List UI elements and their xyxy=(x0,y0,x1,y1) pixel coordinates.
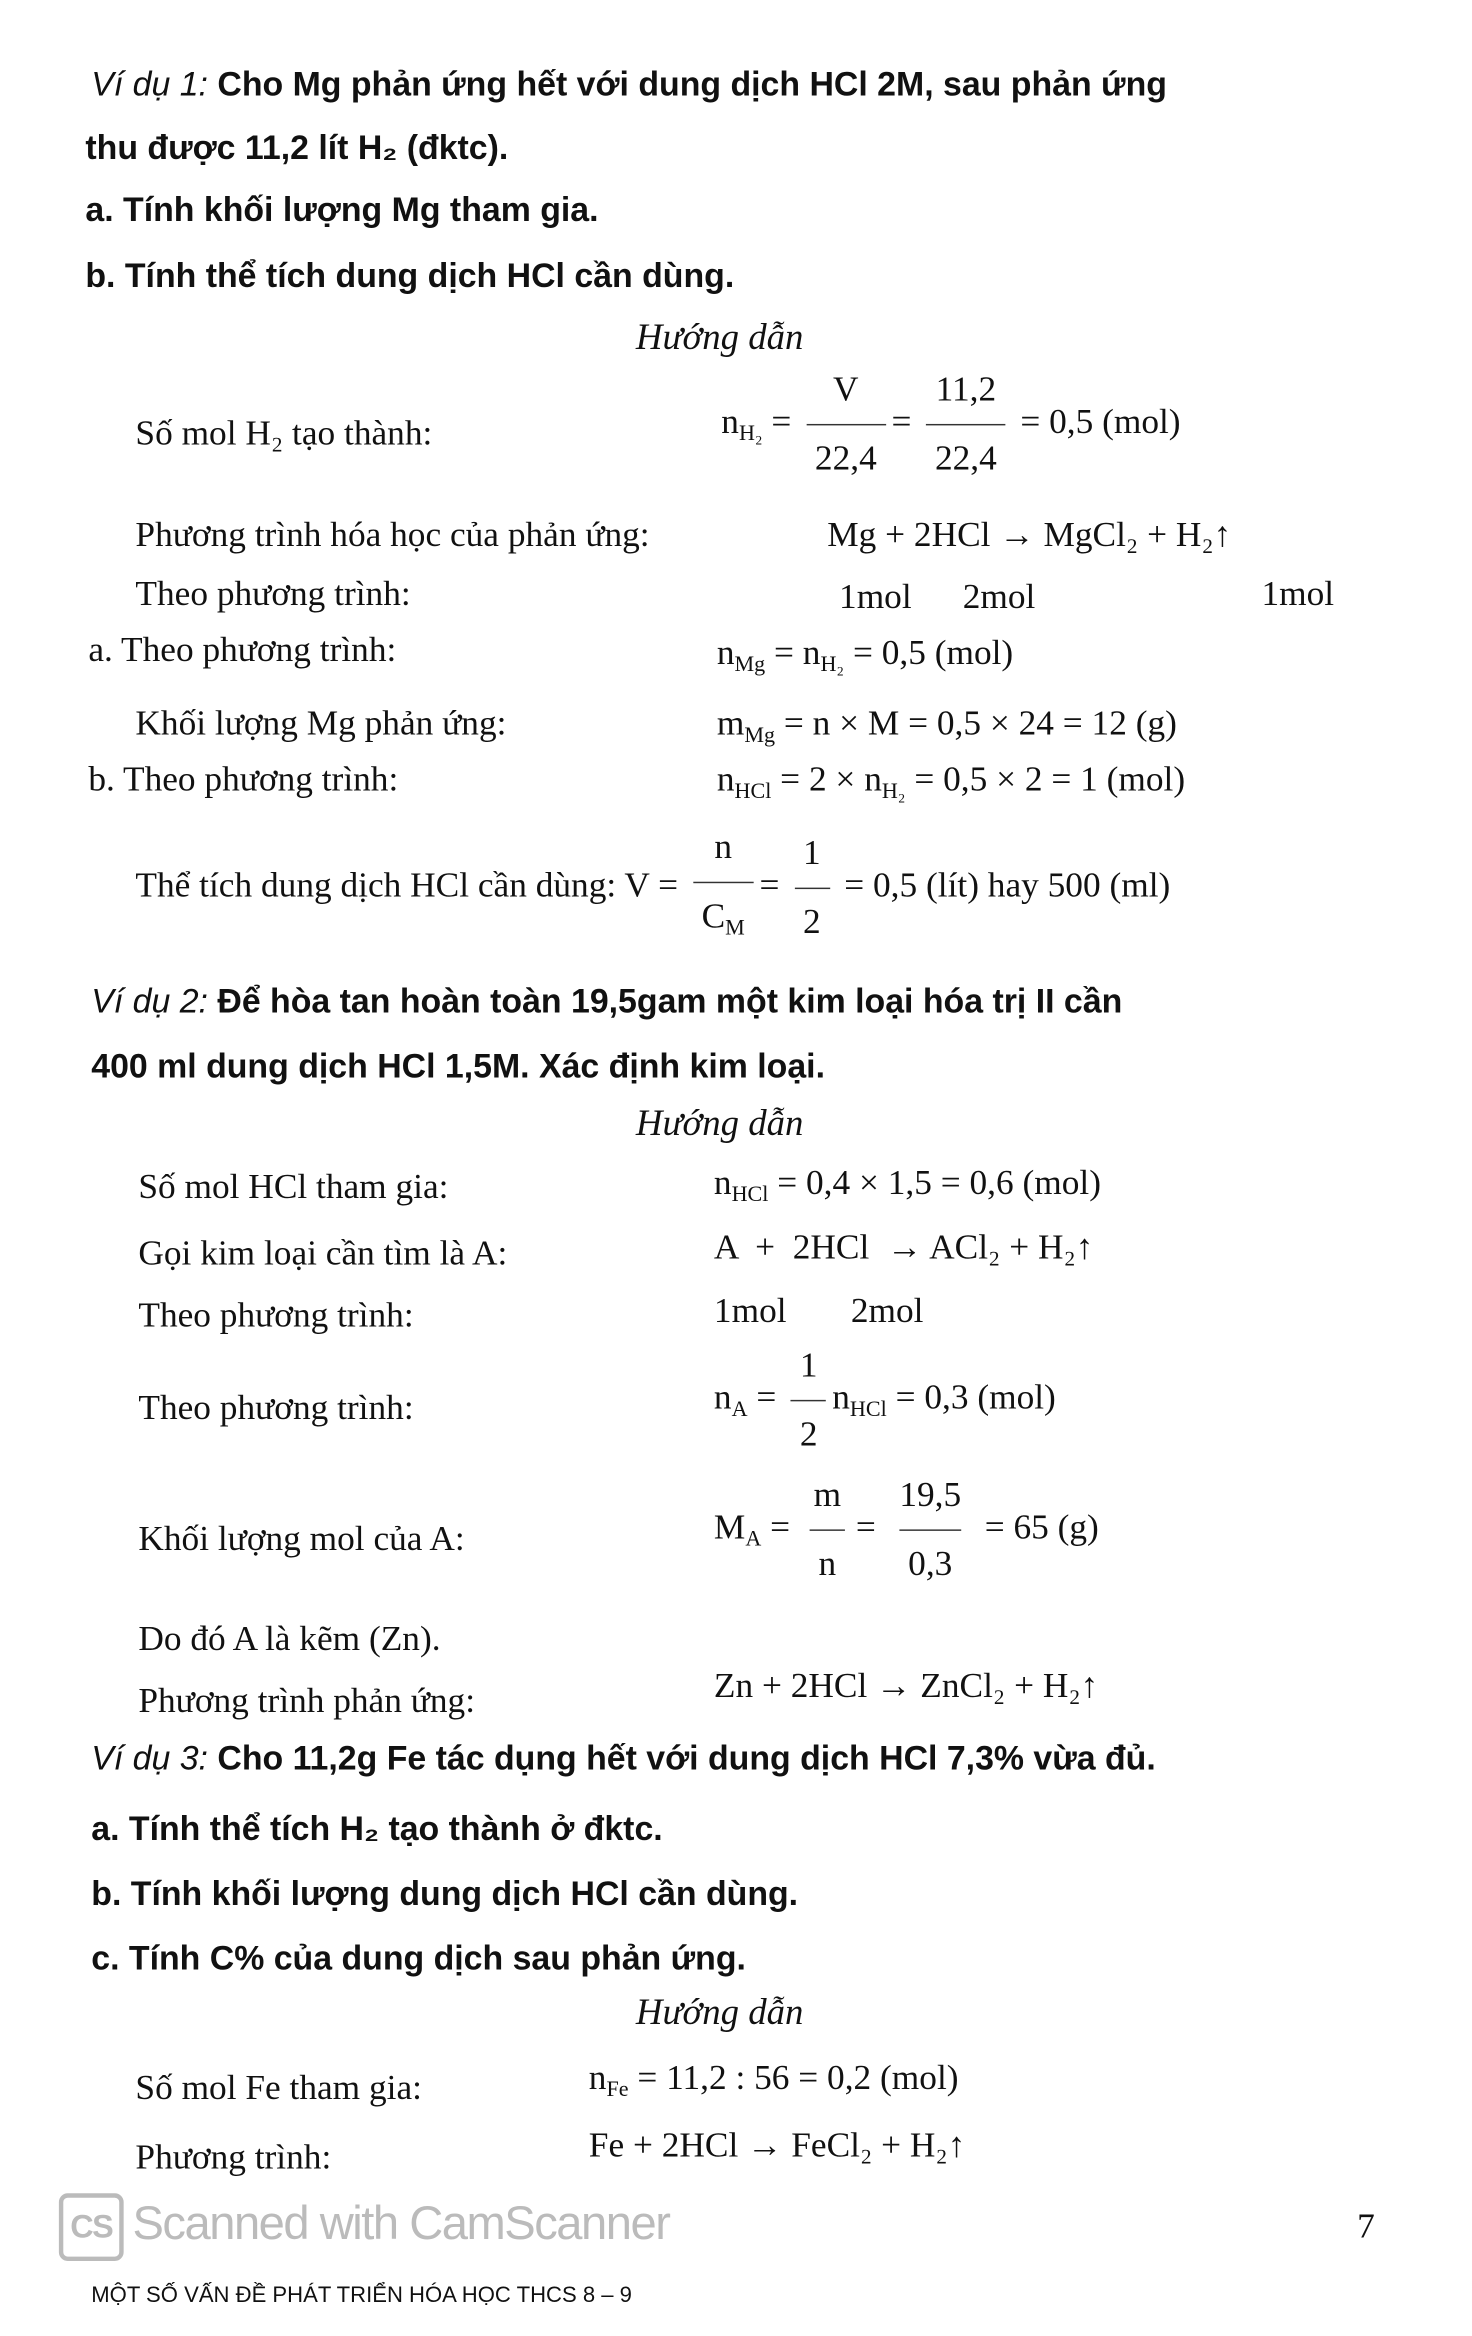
text: Scanned with CamScanner xyxy=(132,2196,670,2250)
sol1-formula-4 xyxy=(716,633,1014,678)
camscanner-watermark xyxy=(59,2190,670,2260)
sol2-label-2: Gọi kim loại cần tìm là A: xyxy=(138,1235,508,1274)
text: = n xyxy=(765,634,821,673)
mol-1: 1mol xyxy=(713,1292,787,1331)
book-title-footer: MỘT SỐ VẤN ĐỀ PHÁT TRIỂN HÓA HỌC THCS 8 – 9 xyxy=(91,2283,632,2309)
text: n xyxy=(716,761,735,800)
fraction xyxy=(805,1476,850,1583)
sol3-label-1: Số mol Fe tham gia: xyxy=(135,2069,422,2108)
example-1-line-2: thu được 11,2 lít H₂ (đktc). xyxy=(85,128,509,167)
sol1-formula-7: Thể tích dung dịch HCl cần dùng: V = $\frac{n}{C_M}$ = $\frac{1}{2}$ = 0,5 (lít) hay 500 (ml) xyxy=(135,829,1170,948)
sol2-label-5: Khối lượng mol của A: xyxy=(138,1520,465,1559)
text: 1 xyxy=(799,1346,818,1386)
mol-2: 2mol xyxy=(962,578,1036,617)
example-2-line-1 xyxy=(91,980,1122,1021)
text: m xyxy=(716,705,745,744)
example-3-question-a: a. Tính thể tích H₂ tạo thành ở đktc. xyxy=(91,1809,663,1848)
text: n xyxy=(713,1379,732,1418)
text: n xyxy=(714,828,733,868)
sol3-formula-1 xyxy=(588,2058,959,2103)
sol2-formula-1 xyxy=(713,1163,1101,1208)
example-label: Ví dụ 3: xyxy=(91,1738,208,1777)
page-number: 7 xyxy=(1357,2208,1375,2247)
guide-heading: Hướng dẫn xyxy=(635,317,804,358)
text: Mg xyxy=(734,653,766,678)
text: HCl xyxy=(731,1183,769,1208)
text: = 0,5 (mol) xyxy=(844,634,1014,673)
sol2-label-4: Theo phương trình: xyxy=(138,1389,414,1428)
example-3-line-1 xyxy=(91,1737,1156,1778)
fraction xyxy=(693,829,754,948)
example-label: Ví dụ 1: xyxy=(91,64,208,104)
sol1-label-3: Theo phương trình: xyxy=(135,575,411,614)
sol1-label-5: Khối lượng Mg phản ứng: xyxy=(135,705,507,744)
example-1-line-1 xyxy=(91,63,1167,104)
mol-3: 1mol xyxy=(1261,575,1335,614)
mol-2: 2mol xyxy=(850,1292,924,1331)
text: M xyxy=(713,1508,746,1548)
text: A xyxy=(731,1398,748,1422)
text: 1 xyxy=(803,834,821,873)
text: = 0,5 (mol) xyxy=(1020,403,1181,442)
text: Cho 11,2g Fe tác dụng hết với dung dịch HCl 7,3% vừa đủ. xyxy=(207,1738,1156,1777)
text: Mg xyxy=(744,724,776,748)
fraction xyxy=(890,1476,969,1583)
text: = n × M = 0,5 × 24 = 12 (g) xyxy=(775,705,1177,744)
text: M xyxy=(725,917,745,941)
text: = 0,3 (mol) xyxy=(886,1379,1056,1418)
guide-heading: Hướng dẫn xyxy=(635,1104,804,1144)
text: 22,4 xyxy=(926,424,1005,478)
sol1-label-4: a. Theo phương trình: xyxy=(88,631,397,670)
sol1-formula-1: $n_{H_2}$ = $\frac{V}{22,4}$ = $\frac{11,2}{22,4}$ = 0,5 (mol) xyxy=(721,370,1181,479)
sol3-label-2: Phương trình: xyxy=(135,2138,332,2178)
text: = 11,2 : 56 = 0,2 (mol) xyxy=(628,2059,959,2098)
text: n xyxy=(588,2059,607,2098)
example-label: Ví dụ 2: xyxy=(91,981,208,1021)
text: n xyxy=(721,403,739,442)
text: n xyxy=(810,1529,845,1583)
example-3-question-c: c. Tính C% của dung dịch sau phản ứng. xyxy=(91,1938,746,1977)
reaction-1: Mg + 2HCl → MgCl₂ + H₂↑ xyxy=(827,516,1232,555)
text: C xyxy=(701,897,726,937)
text: 2 xyxy=(791,1400,826,1454)
sol2-label-3: Theo phương trình: xyxy=(138,1296,414,1336)
fraction xyxy=(806,371,885,478)
sol2-label-6: Do đó A là kẽm (Zn). xyxy=(138,1620,441,1659)
text: HCl xyxy=(849,1398,887,1422)
camscanner-logo-icon: CS xyxy=(59,2193,124,2261)
sol1-formula-6 xyxy=(716,760,1186,804)
text: 11,2 xyxy=(935,370,997,410)
text: A xyxy=(745,1527,762,1552)
fraction xyxy=(926,371,1005,478)
sol2-label-7: Phương trình phản ứng: xyxy=(138,1682,476,1721)
text: HCl xyxy=(734,780,772,804)
sol1-label-2: Phương trình hóa học của phản ứng: xyxy=(135,516,650,555)
text: 19,5 xyxy=(899,1476,962,1515)
fraction xyxy=(794,835,829,942)
text: = 2 × n xyxy=(771,761,882,800)
text: n xyxy=(716,634,735,673)
text: 2 xyxy=(794,888,829,942)
sol2-label-1: Số mol HCl tham gia: xyxy=(138,1168,449,1208)
sol1-formula-5 xyxy=(716,704,1177,748)
reaction-4: Fe + 2HCl → FeCl₂ + H₂↑ xyxy=(588,2127,966,2166)
fraction xyxy=(791,1347,826,1454)
example-2-line-2: 400 ml dung dịch HCl 1,5M. Xác định kim loại. xyxy=(91,1046,825,1085)
text xyxy=(693,882,754,948)
text: = xyxy=(747,1379,777,1418)
text: m xyxy=(813,1476,842,1515)
example-1-question-b: b. Tính thể tích dung dịch HCl cần dùng. xyxy=(85,256,735,295)
text: H₂ xyxy=(738,422,763,447)
text: Cho Mg phản ứng hết với dung dịch HCl 2M, sau phản ứng xyxy=(207,64,1167,104)
text: 22,4 xyxy=(806,424,885,478)
text: H₂ xyxy=(881,780,906,804)
text: = 0,5 (lít) hay 500 (ml) xyxy=(844,867,1171,906)
sol1-label-1: Số mol H₂ tạo thành: xyxy=(135,415,433,454)
text: = xyxy=(761,1508,791,1548)
text: Thể tích dung dịch HCl cần dùng: xyxy=(135,867,617,906)
text: n xyxy=(713,1164,732,1203)
text: H₂ xyxy=(820,653,845,678)
sol2-formula-5: $M_A$ = $\frac{m}{n}$ = $\frac{19,5}{0,3}$ = 65 (g) xyxy=(713,1476,1099,1584)
text: 0,3 xyxy=(899,1529,961,1583)
sol2-formula-4 xyxy=(714,1347,1056,1454)
text: = 65 (g) xyxy=(984,1508,1099,1548)
text: n xyxy=(832,1379,850,1418)
text: = 0,4 × 1,5 = 0,6 (mol) xyxy=(768,1164,1101,1203)
text: = 0,5 × 2 = 1 (mol) xyxy=(905,761,1186,800)
guide-heading: Hướng dẫn xyxy=(635,1993,804,2033)
example-3-question-b: b. Tính khối lượng dung dịch HCl cần dùng. xyxy=(91,1873,799,1913)
text: V = xyxy=(624,867,679,906)
sol1-label-6: b. Theo phương trình: xyxy=(88,761,399,800)
reaction-2: A + 2HCl → ACl₂ + H₂↑ xyxy=(713,1229,1094,1268)
example-1-question-a: a. Tính khối lượng Mg tham gia. xyxy=(85,189,599,229)
text: Fe xyxy=(606,2078,629,2103)
mol-1: 1mol xyxy=(839,578,912,617)
text: V xyxy=(833,370,859,410)
reaction-3: Zn + 2HCl → ZnCl₂ + H₂↑ xyxy=(713,1667,1099,1707)
text: = xyxy=(762,403,792,442)
text: Để hòa tan hoàn toàn 19,5gam một kim loại hóa trị II cần xyxy=(207,981,1123,1021)
